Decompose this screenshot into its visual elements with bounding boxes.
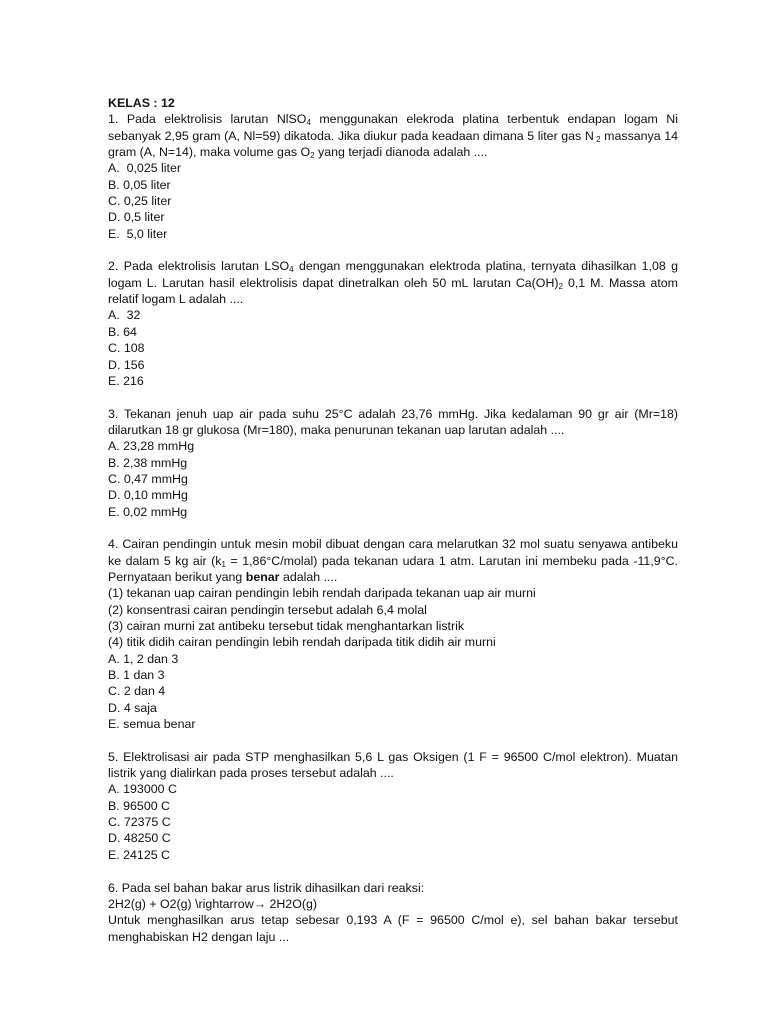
question-4 — [108, 536, 678, 732]
reaction-equation: 2H2(g) + O2(g) \rightarrow→ 2H2O(g) — [108, 896, 317, 911]
question-number: 6. — [108, 880, 119, 895]
option-e: E. 0,02 mmHg — [108, 504, 188, 519]
option-a: A. 1, 2 dan 3 — [108, 651, 179, 666]
option-d: D. 4 saja — [108, 700, 157, 715]
question-6-stem-continued: Untuk menghasilkan arus tetap sebesar 0,193 A (F = 96500 C/mol e), sel bahan bakar tersebut menghabiskan H2 dengan laju ... — [108, 913, 678, 944]
class-label: KELAS : 12 — [108, 96, 175, 110]
option-c: C. 2 dan 4 — [108, 684, 166, 699]
option-d: D. 0,10 mmHg — [108, 488, 188, 503]
option-a: A. 0,025 liter — [108, 161, 182, 176]
option-c: C. 72375 C — [108, 815, 171, 830]
option-b: B. 0,05 liter — [108, 177, 171, 192]
question-number: 3. — [108, 406, 119, 421]
question-3-stem: 3. Tekanan jenuh uap air pada suhu 25°C adalah 23,76 mmHg. Jika kedalaman 90 gr air (Mr=18) dilarutkan 18 gr glukosa (Mr=180), maka penurunan tekanan uap larutan adalah .... — [108, 406, 678, 437]
option-c: C. 0,47 mmHg — [108, 471, 188, 486]
option-e: E. 216 — [108, 373, 144, 388]
statement-1: (1) tekanan uap cairan pendingin lebih rendah daripada tekanan uap air murni — [108, 586, 536, 601]
question-2 — [108, 258, 678, 389]
question-1-stem: 1. Pada elektrolisis larutan NlSO$_4$ menggunakan elekroda platina terbentuk endapan logam Ni sebanyak 2,95 gram (A, Nl=59) dikatoda. Jika diukur pada keadaan dimana 5 liter gas N $_2$ massanya 14 gram (A, N=14), maka volume gas $O_2$ yang terjadi dianoda adalah .... — [108, 112, 679, 161]
option-d: D. 48250 C — [108, 831, 171, 846]
option-b: B. 96500 C — [108, 798, 170, 813]
option-c: C. 108 — [108, 341, 145, 356]
question-number: 2. — [108, 259, 119, 274]
statement-4: (4) titik didih cairan pendingin lebih rendah daripada titik didih air murni — [108, 635, 496, 650]
question-1 — [108, 111, 678, 242]
option-b: B. 64 — [108, 324, 137, 339]
question-number: 4. — [108, 537, 119, 552]
statement-2: (2) konsentrasi cairan pendingin tersebut adalah 6,4 molal — [108, 602, 427, 617]
option-b: B. 1 dan 3 — [108, 668, 165, 683]
question-5-stem: 5. Elektrolisasi air pada STP menghasilkan 5,6 L gas Oksigen (1 F = 96500 C/mol elektron). Muatan listrik yang dialirkan pada proses tersebut adalah .... — [108, 749, 678, 781]
question-2-stem: 2. Pada elektrolisis larutan $LSO_4$ dengan menggunakan elektroda platina, ternyata dihasilkan 1,08 g logam L. Larutan hasil elektrolisis dapat dinetralkan oleh 50 mL larutan $Ca(OH)_2$ 0,1 M. Massa atom relatif logam L adalah .... — [108, 259, 678, 307]
option-d: D. 0,5 liter — [108, 210, 165, 225]
option-d: D. 156 — [108, 357, 145, 372]
document-page — [108, 95, 678, 961]
question-4-stem: 4. Cairan pendingin untuk mesin mobil dibuat dengan cara melarutkan 32 mol suatu senyawa antibeku ke dalam 5 kg air ($k_1$ = 1,86°C/molal) pada tekanan udara 1 atm. Larutan ini membeku pada -11,9°C. Pernyataan berikut yang benar adalah .... — [108, 537, 678, 584]
option-c: C. 0,25 liter — [108, 194, 172, 209]
option-e: E. semua benar — [108, 717, 196, 732]
option-a: A. 23,28 mmHg — [108, 439, 195, 454]
question-5 — [108, 749, 678, 863]
option-a: A. 193000 C — [108, 782, 177, 797]
option-e: E. 5,0 liter — [108, 226, 168, 241]
statement-3: (3) cairan murni zat antibeku tersebut tidak menghantarkan listrik — [108, 619, 465, 633]
question-number: 1. — [108, 112, 119, 127]
question-6-stem: 6. Pada sel bahan bakar arus listrik dihasilkan dari reaksi: — [108, 880, 425, 895]
question-3 — [108, 406, 678, 520]
option-e: E. 24125 C — [108, 847, 170, 862]
option-a: A. 32 — [108, 308, 141, 323]
question-6 — [108, 880, 678, 945]
option-b: B. 2,38 mmHg — [108, 455, 188, 470]
question-number: 5. — [108, 749, 119, 764]
